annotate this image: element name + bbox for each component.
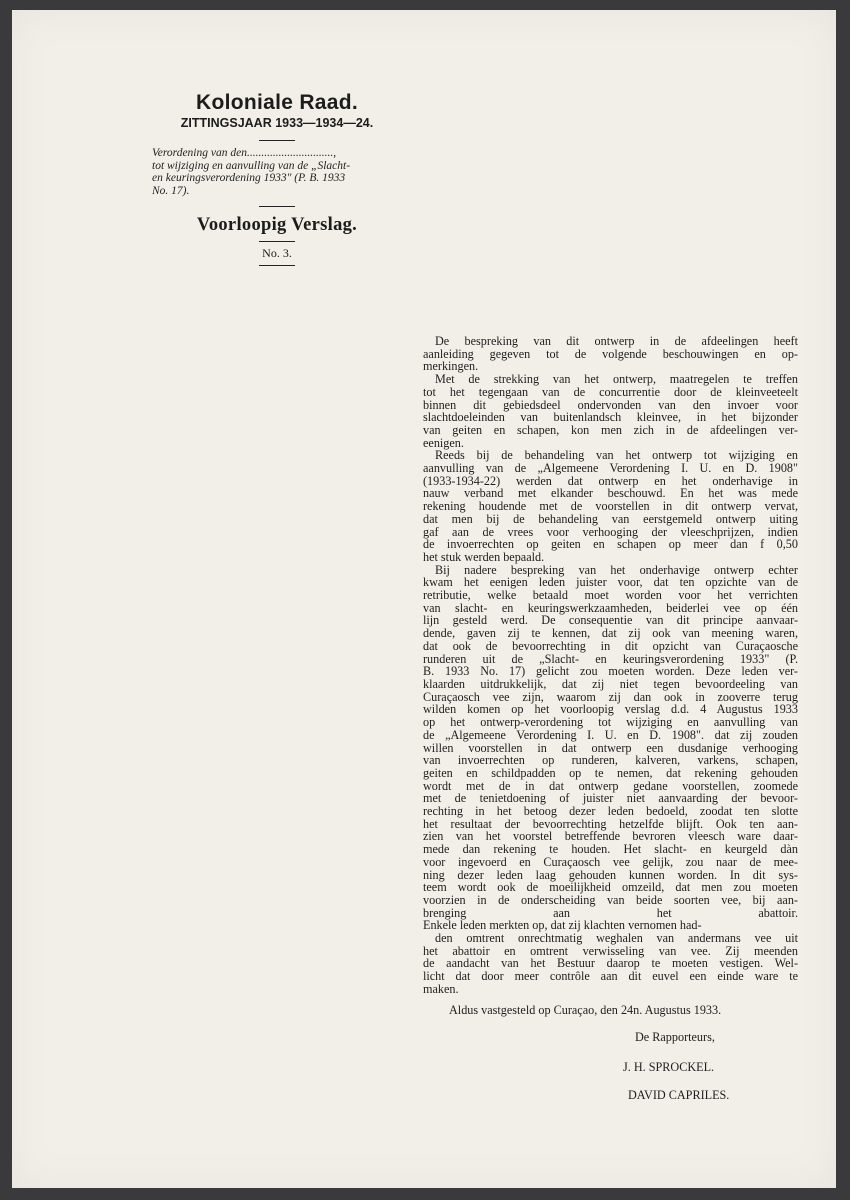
body-line: B. 1933 No. 17) gelicht zou moeten worden. Deze leden ver- xyxy=(423,664,798,679)
body-line: Bij nadere bespreking van het onderhavige ontwerp echter xyxy=(435,562,798,577)
divider xyxy=(259,241,295,242)
body-line: klaarden uitdrukkelijk, dat zij niet tegen bevoordeeling van xyxy=(423,676,798,691)
body-line: mede dan rekening te houden. Het slacht- en keurgeld dàn xyxy=(423,842,798,857)
body-line: gaf aan de vrees voor verhooging der vleeschprijzen, indien xyxy=(423,524,798,539)
divider xyxy=(259,140,295,141)
body-line: op het ontwerp-verordening tot wijziging en aanvulling van xyxy=(423,715,798,730)
body-line: eenigen. xyxy=(423,435,464,450)
body-line: binnen dit gebiedsdeel ondervonden van den invoer voor xyxy=(423,397,798,412)
adoption-date-line: Aldus vastgesteld op Curaçao, den 24n. Augustus 1933. xyxy=(449,1003,722,1017)
body-line: het resultaat der bevoorrechting hetzelfde blijft. Ook ten aan- xyxy=(423,816,798,831)
body-line: maken. xyxy=(423,981,459,996)
body-line: zien van het voorstel betreffende bevroren vleesch ware daar- xyxy=(423,829,798,844)
document-header xyxy=(152,90,402,266)
body-line: rechting in het betoog dezer leden bedoeld, zoodat ten slotte xyxy=(423,804,798,819)
body-line: merkingen. xyxy=(423,359,479,374)
body-line: kwam het eenigen leden juister voor, dat ten opzichte van de xyxy=(423,575,798,590)
body-line: willen voorstellen in dat ontwerp een dusdanige verhooging xyxy=(423,740,798,755)
body-line: van invoerrechten op runderen, kalveren, varkens, schapen, xyxy=(423,753,798,768)
body-line: teem wordt ook de moeilijkheid omzeild, dat men zou moeten xyxy=(423,880,798,895)
rapporteurs-label: De Rapporteurs, xyxy=(635,1030,715,1044)
body-line: licht dat door meer contrôle aan dit euvel een einde ware te xyxy=(423,969,798,984)
report-body xyxy=(423,335,798,996)
body-line: wordt met de in dat ontwerp gedane voorstellen, zoomede xyxy=(423,778,798,793)
description-line: No. 17). xyxy=(152,184,190,197)
signatory-sprockel: J. H. SPROCKEL. xyxy=(623,1060,715,1074)
divider xyxy=(259,206,295,207)
body-line: De bespreking van dit ontwerp in de afdeelingen heeft xyxy=(435,334,798,348)
body-line: lijn gesteld werd. De consequentie van dit principe aanvaar- xyxy=(423,613,798,628)
body-line: dende, gaven zij te kennen, dat zij ook van meening waren, xyxy=(423,626,798,641)
body-line: het abattoir en omtrent verwisseling van vee. Zij meenden xyxy=(423,943,798,958)
body-line: nauw verband met elkander beschouwd. En het was mede xyxy=(423,486,798,501)
body-line: de „Algemeene Verordening I. U. en D. 1908". dat zij zouden xyxy=(423,727,798,742)
report-number: No. 3. xyxy=(262,246,292,260)
body-line: (1933-1934-22) werden dat ontwerp en het onderhavige in xyxy=(423,473,798,488)
body-line: retributie, welke betaald moet worden voor het verrichten xyxy=(423,588,798,603)
body-line: wilden komen op het voorloopig verslag d.d. 4 Augustus 1933 xyxy=(423,702,798,717)
body-line: den omtrent onrechtmatig weghalen van andermans vee uit xyxy=(435,931,798,946)
body-line: van slacht- en keuringswerkzaamheden, beiderlei vee op één xyxy=(423,600,798,615)
body-line: voorzien in de onderscheiding van beide soorten vee, bij aan- xyxy=(423,892,798,907)
body-line: met de tenietdoening of juister niet aanvaarding der bevoor- xyxy=(423,791,798,806)
body-line: dat ook de bevoorrechting in dit opzicht van Curaçaosche xyxy=(423,638,798,653)
body-line: van geiten en schapen, kon men zich in de afdeelingen ver- xyxy=(423,422,798,437)
body-line: dat men bij de behandeling van eerstgemeld ontwerp uiting xyxy=(423,511,798,526)
body-line: geiten en schildpadden op te nemen, dat rekening gehouden xyxy=(423,765,798,780)
divider xyxy=(259,265,295,266)
description-line: Verordening van den.............................., xyxy=(152,147,337,159)
council-title: Koloniale Raad. xyxy=(195,91,359,114)
body-line: brenging aan het abattoir. xyxy=(423,905,798,920)
body-line: runderen uit de „Slacht- en keuringsverordening 1933" (P. xyxy=(423,651,798,666)
body-line: de invoerrechten op geiten en schapen op meer dan f 0,50 xyxy=(423,537,798,552)
signatory-capriles: DAVID CAPRILES. xyxy=(628,1088,730,1102)
body-line: Curaçaosch vee zijn, waarom zij dan ook in zooverre terug xyxy=(423,689,798,704)
body-line: voor ingevoerd en Curaçaosch vee gelijk, zou naar de mee- xyxy=(423,854,798,869)
body-line: aanleiding gegeven tot de volgende beschouwingen en op- xyxy=(423,346,798,361)
body-line: Reeds bij de behandeling van het ontwerp tot wijziging en xyxy=(435,448,798,463)
body-line: Enkele leden merkten op, dat zij klachten vernomen had- xyxy=(423,918,702,933)
document-page xyxy=(12,10,836,1188)
body-line: aanvulling van de „Algemeene Verordening I. U. en D. 1908" xyxy=(423,461,798,476)
body-line: tot het tegengaan van de concurrentie door de kleinveeteelt xyxy=(423,384,798,399)
body-line: slachtdoeleinden van buitenlandsch kleinvee, in het bijzonder xyxy=(423,410,798,425)
ordinance-description xyxy=(152,147,402,197)
report-title: Voorloopig Verslag. xyxy=(196,215,358,235)
description-line: en keuringsverordening 1933" (P. B. 1933 xyxy=(152,172,346,184)
body-line: rekening houdende met de voorstellen in dit ontwerp vervat, xyxy=(423,499,798,514)
body-line: ning dezer leden laag gehouden kunnen worden. In dit sys- xyxy=(423,867,798,882)
body-line: de aandacht van het Bestuur daarop te moeten vestigen. Wel- xyxy=(423,956,798,971)
description-line: tot wijziging en aanvulling van de „Slacht- xyxy=(152,159,351,172)
body-line: Met de strekking van het ontwerp, maatregelen te treffen xyxy=(435,372,798,387)
session-year: ZITTINGSJAAR 1933—1934—24. xyxy=(180,116,374,130)
body-line: het stuk werden bepaald. xyxy=(423,549,545,564)
